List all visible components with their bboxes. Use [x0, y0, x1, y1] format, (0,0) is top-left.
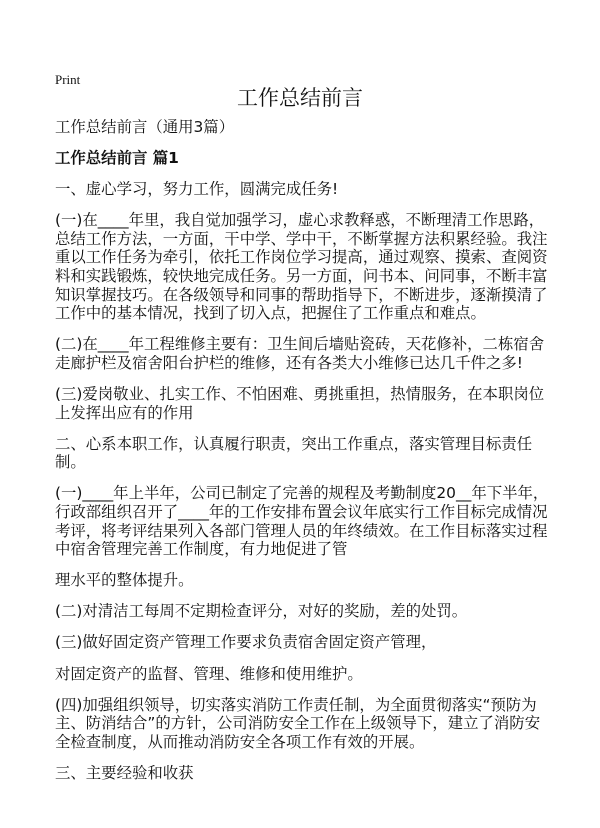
paragraph: (四)加强组织领导，切实落实消防工作责任制，为全面贯彻落实“预防为主、防消结合”的方针，公司消防安全工作在上级领导下，建立了消防安全检查制度，从而推动消防安全各项工作有效的开展。 — [55, 695, 541, 751]
paragraph: (二)对清洁工每周不定期检查评分，对好的奖励，差的处罚。 — [55, 602, 468, 621]
paragraph: 理水平的整体提升。 — [55, 571, 194, 590]
paragraph: (三)爱岗敬业、扎实工作、不怕困难、勇挑重担，热情服务，在本职岗位上发挥出应有的作用 — [55, 385, 545, 422]
print-link[interactable]: Print — [55, 72, 81, 87]
paragraph: (一)____年上半年，公司已制定了完善的规程及考勤制度20__年下半年，行政部组织召开了____年的工作安排布置会议年底实行工作目标完成情况考评，将考评结果列入各部门管理人员的年终绩效。在工作目标落实过程中宿舍管理完善工作制度，有力地促进了管 — [55, 484, 549, 559]
paragraph: (二)在____年工程维修主要有：卫生间后墙贴瓷砖，天花修补，二栋宿舍走廊护栏及宿舍阳台护栏的维修，还有各类大小维修已达几千件之多! — [55, 335, 545, 372]
paragraph: (一)在____年里，我自觉加强学习，虚心求教释惑，不断理清工作思路，总结工作方法，一方面，干中学、学中干，不断掌握方法积累经验。我注重以工作任务为牵引，依托工作岗位学习提高，通过观察、摸索、查阅资料和实践锻炼，较快地完成任务。另一方面，问书本、问同事，不断丰富知识掌握技巧。在各级领导和同事的帮助指导下，不断进步，逐渐摸清了工作中的基本情况，找到了切入点，把握住了工作重点和难点。 — [55, 211, 548, 323]
document-body — [55, 118, 549, 795]
paragraph: (三)做好固定资产管理工作要求负责宿舍固定资产管理， — [55, 633, 437, 652]
paragraph: 一、虚心学习，努力工作，圆满完成任务! — [55, 180, 339, 199]
paragraph: 二、心系本职工作，认真履行职责，突出工作重点，落实管理目标责任制。 — [55, 434, 533, 472]
page-title: 工作总结前言 — [237, 86, 363, 110]
section-heading: 工作总结前言 篇1 — [55, 149, 179, 168]
paragraph: 三、主要经验和收获 — [55, 763, 194, 782]
document-subtitle: 工作总结前言（通用3篇） — [55, 118, 235, 136]
paragraph: 对固定资产的监督、管理、维修和使用维护。 — [55, 664, 363, 683]
